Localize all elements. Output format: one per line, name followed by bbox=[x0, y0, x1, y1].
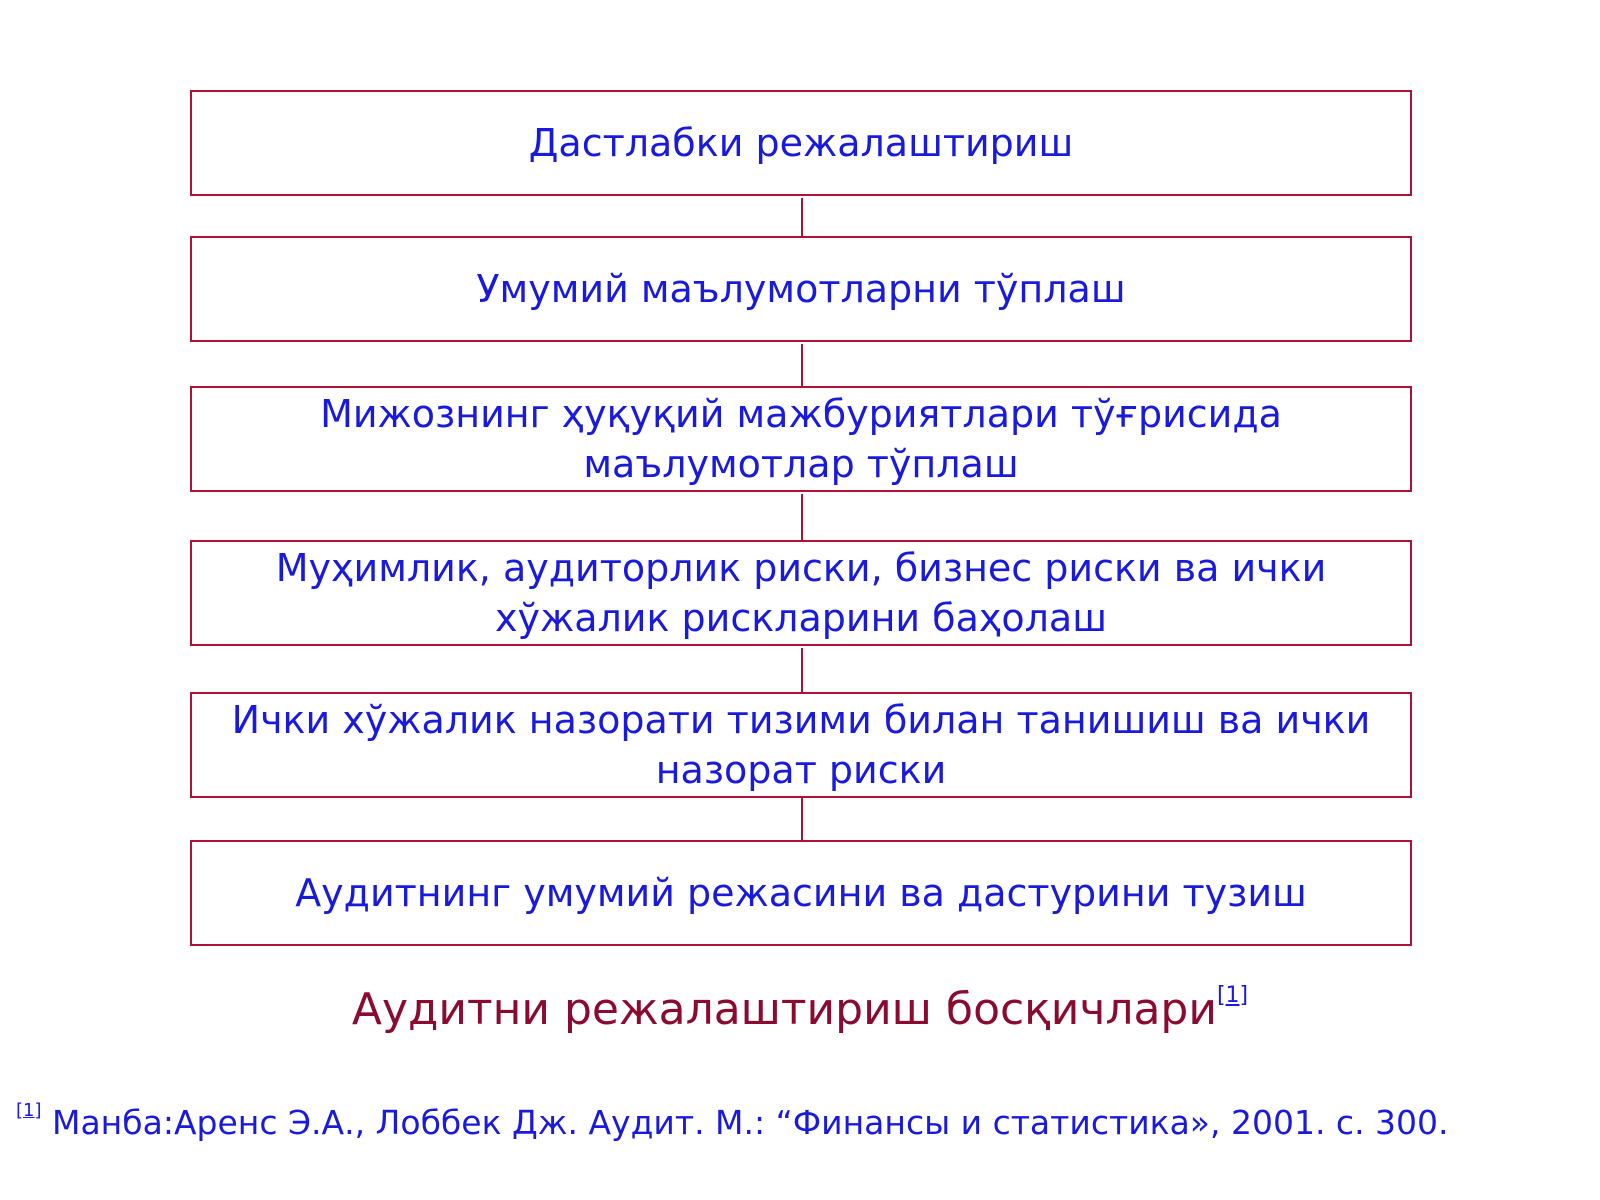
connector-2-3 bbox=[801, 344, 803, 386]
connector-5-6 bbox=[801, 798, 803, 840]
step-box-2 bbox=[190, 236, 1412, 342]
step-box-3 bbox=[190, 386, 1412, 492]
diagram-caption bbox=[0, 980, 1600, 1040]
footnote-ref-link[interactable]: [1] bbox=[16, 1100, 42, 1121]
step-label-1: Дастлабки режалаштириш bbox=[528, 121, 1074, 165]
step-label-5: Ички хўжалик назорати тизими билан танишиш ва ички назорат риски bbox=[231, 698, 1371, 792]
connector-3-4 bbox=[801, 494, 803, 540]
caption-footnote-link[interactable]: [1] bbox=[1216, 983, 1249, 1008]
connector-4-5 bbox=[801, 648, 803, 692]
step-box-5 bbox=[190, 692, 1412, 798]
caption-text: Аудитни режалаштириш босқичлари bbox=[351, 984, 1217, 1035]
connector-1-2 bbox=[801, 198, 803, 236]
step-label-3: Мижознинг ҳуқуқий мажбуриятлари тўғрисида маълумотлар тўплаш bbox=[320, 392, 1282, 486]
step-label-6: Аудитнинг умумий режасини ва дастурини тузиш bbox=[295, 871, 1307, 915]
footnote-text: Манба:Аренс Э.А., Лоббек Дж. Аудит. М.: “Финансы и статистика», 2001. с. 300. bbox=[41, 1103, 1449, 1142]
step-box-1 bbox=[190, 90, 1412, 196]
footnote bbox=[16, 1100, 1576, 1146]
step-box-4 bbox=[190, 540, 1412, 646]
step-box-6 bbox=[190, 840, 1412, 946]
step-label-4: Муҳимлик, аудиторлик риски, бизнес риски ва ички хўжалик рискларини баҳолаш bbox=[275, 546, 1327, 640]
step-label-2: Умумий маълумотларни тўплаш bbox=[476, 267, 1126, 311]
